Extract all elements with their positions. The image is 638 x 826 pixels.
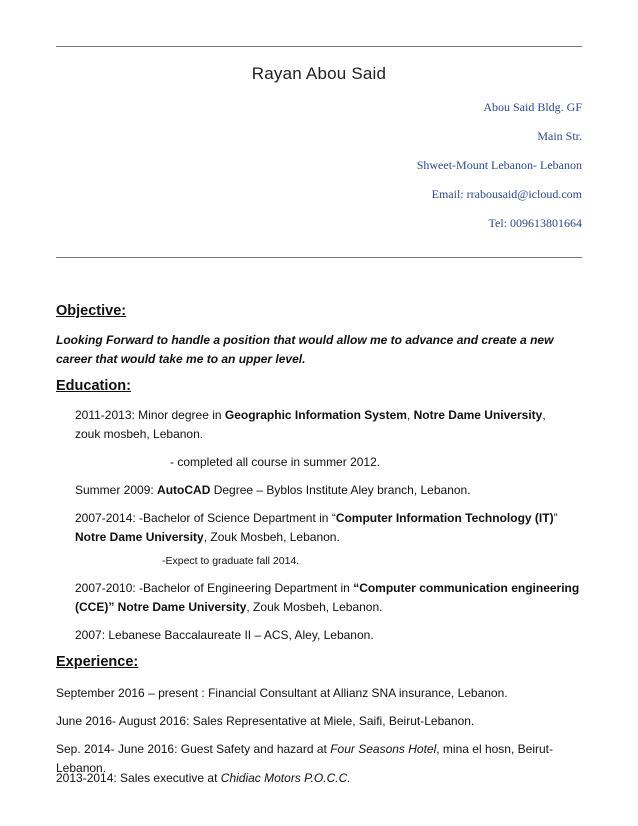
objective-heading: Objective: [56,303,127,319]
candidate-name: Rayan Abou Said [251,64,387,83]
address-line-3: Shweet-Mount Lebanon- Lebanon [416,158,582,172]
education-heading: Education: [56,378,131,394]
entry-text: , Zouk Mosbeh, Lebanon. [203,530,340,544]
entry-text: ” [553,511,558,525]
entry-bold: “Computer communication engineering (CCE)” [75,581,580,614]
entry-text: , mina el hosn, Beirut-Lebanon. [56,742,553,775]
entry-text: Degree – Byblos Institute Aley branch, Lebanon. [210,483,471,497]
entry-bold: AutoCAD [157,483,211,497]
entry-italic: Four Seasons Hotel [330,742,437,756]
experience-entry-miele: June 2016- August 2016: Sales Representative at Miele, Saifi, Beirut-Lebanon. [56,714,475,728]
education-note-completed: - completed all course in summer 2012. [170,455,381,469]
entry-bold: Notre Dame University [413,408,543,422]
entry-text: 2007-2010: -Bachelor of Engineering Department in [75,581,354,595]
experience-heading: Experience: [56,654,139,670]
address-line-1: Abou Said Bldg. GF [483,100,582,114]
entry-bold: Geographic Information System [224,408,407,422]
experience-entry-chidiac [56,769,351,788]
education-entry-it [75,509,575,547]
entry-text: Summer 2009: [75,483,158,497]
entry-text: 2007-2014: -Bachelor of Science Department in “ [75,511,336,525]
entry-text: Sep. 2014- June 2016: Guest Safety and hazard at [56,742,331,756]
entry-text: , [406,408,414,422]
address-line-2: Main Str. [537,129,582,143]
entry-bold: Notre Dame University [117,600,247,614]
objective-text: Looking Forward to handle a position that would allow me to advance and create a new career that would take me to an upper level. [56,333,554,366]
top-rule [56,46,582,47]
entry-bold: Notre Dame University [75,530,204,544]
experience-entry-allianz: September 2016 – present : Financial Consultant at Allianz SNA insurance, Lebanon. [56,686,508,700]
entry-italic: Chidiac Motors P.O.C.C. [220,771,351,785]
entry-text: 2011-2013: Minor degree in [75,408,225,422]
education-entry-autocad [75,481,575,500]
email-line: Email: rrabousaid@icloud.com [431,187,582,201]
education-entry-baccalaureate: 2007: Lebanese Baccalaureate II – ACS, Aley, Lebanon. [75,628,374,642]
entry-text: 2013-2014: Sales executive at [56,771,221,785]
header-bottom-rule [56,257,582,258]
education-note-graduate: -Expect to graduate fall 2014. [162,555,300,567]
entry-text: , Zouk Mosbeh, Lebanon. [246,600,383,614]
education-entry-gis [75,406,565,444]
entry-bold: Computer Information Technology (IT) [335,511,554,525]
education-entry-cce [75,579,585,617]
entry-text: , zouk mosbeh, Lebanon. [75,408,546,441]
tel-line: Tel: 009613801664 [488,216,582,230]
